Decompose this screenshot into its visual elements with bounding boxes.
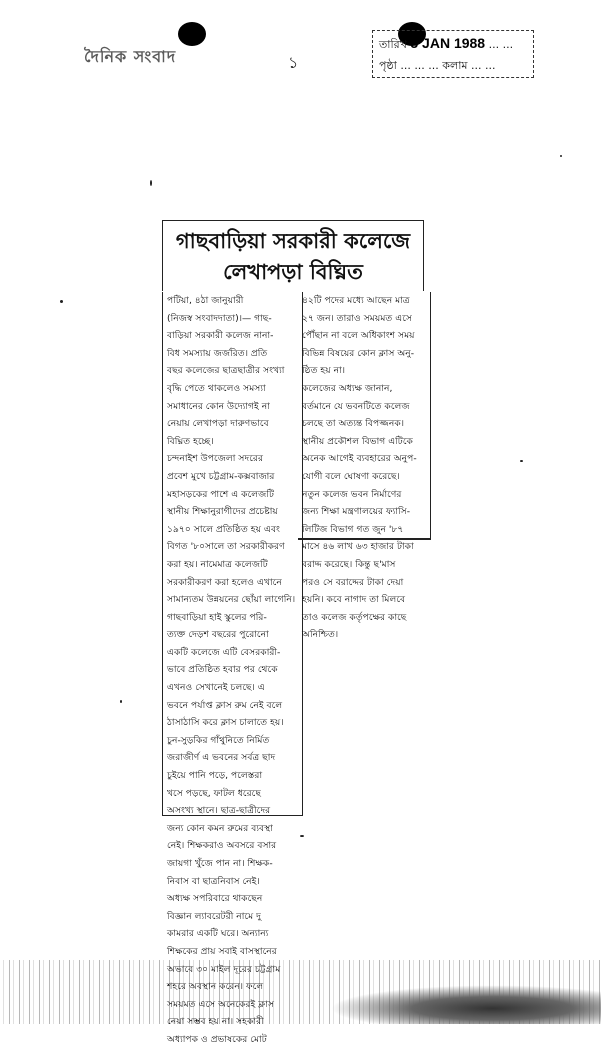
article-text-line: তাও কলেজ কর্তৃপক্ষের কাছে bbox=[302, 611, 407, 623]
article-text-line: নেয়ায় লেখাপড়া দারুণভাবে bbox=[167, 418, 269, 430]
article-text-line: অভাবে ৩০ মাইল দূরের চট্টগ্রাম bbox=[167, 963, 281, 975]
article-text-line: কলেজের অধ্যক্ষ জানান, bbox=[302, 382, 393, 394]
scan-speck bbox=[560, 155, 562, 157]
page-label: পৃষ্ঠা bbox=[379, 59, 397, 72]
article-text-line: শহরে অবস্থান করেন। ফলে bbox=[167, 981, 264, 993]
article-text-line: নিবাস বা ছাত্রনিবাস নেই। bbox=[167, 875, 260, 887]
article-text-line: অসংখ্য স্থানে। ছাত্র-ছাত্রীদের bbox=[167, 805, 271, 817]
article-text-line: বছর কলেজের ছাত্রছাত্রীর সংখ্যা bbox=[167, 365, 285, 377]
article-text-line: মহাসড়কের পাশে এ কলেজটি bbox=[167, 488, 274, 500]
article-text-line: পটিয়া, ৪ঠা জানুয়ারী bbox=[167, 295, 244, 306]
article-text-line: বিগত '৮০সালে তা সরকারীকরণ bbox=[167, 541, 285, 553]
article-text-line: নতুন কলেজ ভবন নির্মাণের bbox=[302, 488, 402, 500]
article-text-line: চলছে তা অত্যন্ত বিপজ্জনক। bbox=[302, 418, 405, 430]
article-text-line: ২৭ জন। তারাও সময়মত এসে bbox=[302, 312, 412, 324]
article-text-line: জন্য কোন কমন রুমের ব্যবস্থা bbox=[167, 822, 273, 834]
article-text-line: বিধ সমস্যায় জর্জরিত। প্রতি bbox=[167, 347, 268, 359]
article-text-line: বরাদ্দ করেছে। কিন্তু ছ'মাস bbox=[302, 558, 396, 570]
article-text-line: শিক্ষকের প্রায় সবাই বাসস্থানের bbox=[167, 945, 277, 957]
article-text-line: বাড়িয়া সরকারী কলেজ নানা- bbox=[167, 330, 274, 342]
article-text-line: চন্দনাইশ উপজেলা সদরের bbox=[167, 453, 264, 465]
headline-line-1: গাছবাড়িয়া সরকারী কলেজে bbox=[175, 229, 411, 253]
article-text-line: চুন-সুড়কির গাঁথুনিতে নির্মিত bbox=[167, 734, 270, 746]
article-text-line: ভবনে পর্যাপ্ত ক্লাস রুম নেই বলে bbox=[167, 699, 283, 711]
article-text-line: লিটিজ বিভাগ গত জুন '৮৭ bbox=[302, 523, 404, 535]
article-text-line: পরও সে বরাদ্দের টাকা দেয়া bbox=[302, 576, 404, 588]
article-text-line: জরাজীর্ণ এ ভবনের সর্বত্র ছাদ bbox=[167, 752, 276, 764]
article-text-line: বিজ্ঞান ল্যাবরেটরী নামে দু bbox=[167, 910, 261, 922]
article-headline bbox=[162, 220, 424, 291]
article-right-column bbox=[298, 292, 431, 641]
article-text-line: করা হয়। নামেমাত্র কলেজটি bbox=[167, 558, 268, 570]
date-value: 5 JAN 1988 bbox=[410, 35, 486, 51]
article-text-line: জন্য শিক্ষা মন্ত্রণালয়ের ফ্যাসি- bbox=[302, 506, 411, 518]
article-text-line: অনেক আগেই ব্যবহারের অনুপ- bbox=[302, 453, 417, 465]
article-text-line: বিঘ্নিত হচ্ছে। bbox=[167, 435, 214, 447]
scan-speck bbox=[520, 460, 523, 462]
article-text-line: অধ্যাপক ও প্রভাষকের মোট bbox=[167, 1033, 267, 1045]
article-text-line: স্থানীয় প্রকৌশল বিভাগ এটিকে bbox=[302, 435, 413, 447]
article-text-line: খসে পড়ছে, ফাটল ধরেছে bbox=[167, 787, 261, 799]
scan-speck bbox=[150, 180, 152, 186]
article-text-line: অধ্যক্ষ সপরিবারে থাকছেন bbox=[167, 893, 263, 905]
article-text-line: পৌঁছান না বলে অধিকাংশ সময় bbox=[302, 330, 415, 342]
date-label: তারিখ bbox=[379, 38, 407, 51]
article-text-line: এখনও সেখানেই চলছে। এ bbox=[167, 682, 265, 694]
article-text-line: ষ্ঠিত হয় না। bbox=[302, 365, 346, 377]
article-text-line: গাছবাড়িয়া হাই স্কুলের পরি- bbox=[167, 611, 267, 623]
article-text-line: সামান্যতম উন্নয়নের ছোঁয়া লাগেনি। bbox=[167, 594, 296, 606]
article-text-line: বিভিন্ন বিষয়ের কোন ক্লাস অনু- bbox=[302, 347, 415, 359]
article-text-line: চুইয়ে পানি পড়ে, পলেস্তরা bbox=[167, 770, 263, 782]
article-text-line: নেয়া সম্ভব হয় না। সহকারী bbox=[167, 1016, 264, 1028]
article-left-column bbox=[162, 292, 303, 1045]
article-text-line: প্রবেশ মুখে চট্টগ্রাম-কক্সবাজার bbox=[167, 470, 275, 482]
article-text-line: যোগী বলে ঘোষণা করেছে। bbox=[302, 470, 400, 482]
article-text-line: ৪২টি পদের মধ্যে আছেন মাত্র bbox=[302, 295, 410, 306]
article-text-line: জায়গা খুঁজে পান না। শিক্ষক- bbox=[167, 858, 273, 869]
page-number: ১ bbox=[288, 53, 299, 72]
article-text-line: বর্তমানে যে ভবনটিতে কলেজ bbox=[302, 400, 410, 412]
article-text-line: বৃদ্ধি পেতে থাকলেও সমস্যা bbox=[167, 382, 266, 394]
article-text-line: ত্যক্ত দেড়শ বছরের পুরোনো bbox=[167, 629, 269, 641]
article-text-line: ১৯৭০ সালে প্রতিষ্ঠিত হয় এবং bbox=[167, 523, 281, 535]
article-text-line: ঠাসাঠাসি করে ক্লাস চালাতে হয়। bbox=[167, 717, 284, 729]
date-stamp: তারিখ 5 JAN 1988 ... ... পৃষ্ঠা ... ... ... কলাম ... ... bbox=[372, 30, 534, 78]
article-text-line: সময়মত এসে অনেকেরই ক্লাস bbox=[167, 998, 275, 1010]
punch-hole-mark bbox=[178, 22, 206, 46]
newspaper-masthead: দৈনিক সংবাদ bbox=[84, 47, 177, 66]
article-text-line: একটি কলেজে এটি বেসরকারী- bbox=[167, 646, 281, 658]
article-text-line: ভাবে প্রতিষ্ঠিত হবার পর থেকে bbox=[167, 664, 278, 676]
article-text-line: সরকারীকরণ করা হলেও এখানে bbox=[167, 576, 282, 588]
article-text-line: স্থানীয় শিক্ষানুরাগীদের প্রচেষ্টায় bbox=[167, 506, 278, 518]
article-text-line: অনিশ্চিত। bbox=[302, 629, 339, 641]
scan-speck bbox=[60, 300, 63, 303]
scan-speck bbox=[120, 700, 122, 703]
article-text-line: কামরার একটি ঘরে। অন্যান্য bbox=[167, 928, 269, 940]
article-text-line: সমাধানের কোন উদ্যোগই না bbox=[167, 400, 270, 412]
article-text-line: হয়নি। কবে নাগাদ তা মিলবে bbox=[302, 594, 406, 606]
headline-line-2: লেখাপড়া বিঘ্নিত bbox=[223, 260, 363, 284]
column-label: কলাম bbox=[442, 59, 468, 72]
scan-noise-dark bbox=[330, 985, 601, 1024]
article-text-line: (নিজস্ব সংবাদদাতা)।— গাছ- bbox=[167, 312, 272, 324]
article-text-line: নেই। শিক্ষকরাও অবসরে বসার bbox=[167, 840, 277, 852]
article-text-line: মাসে ৪৬ লাখ ৬৩ হাজার টাকা bbox=[302, 541, 414, 553]
